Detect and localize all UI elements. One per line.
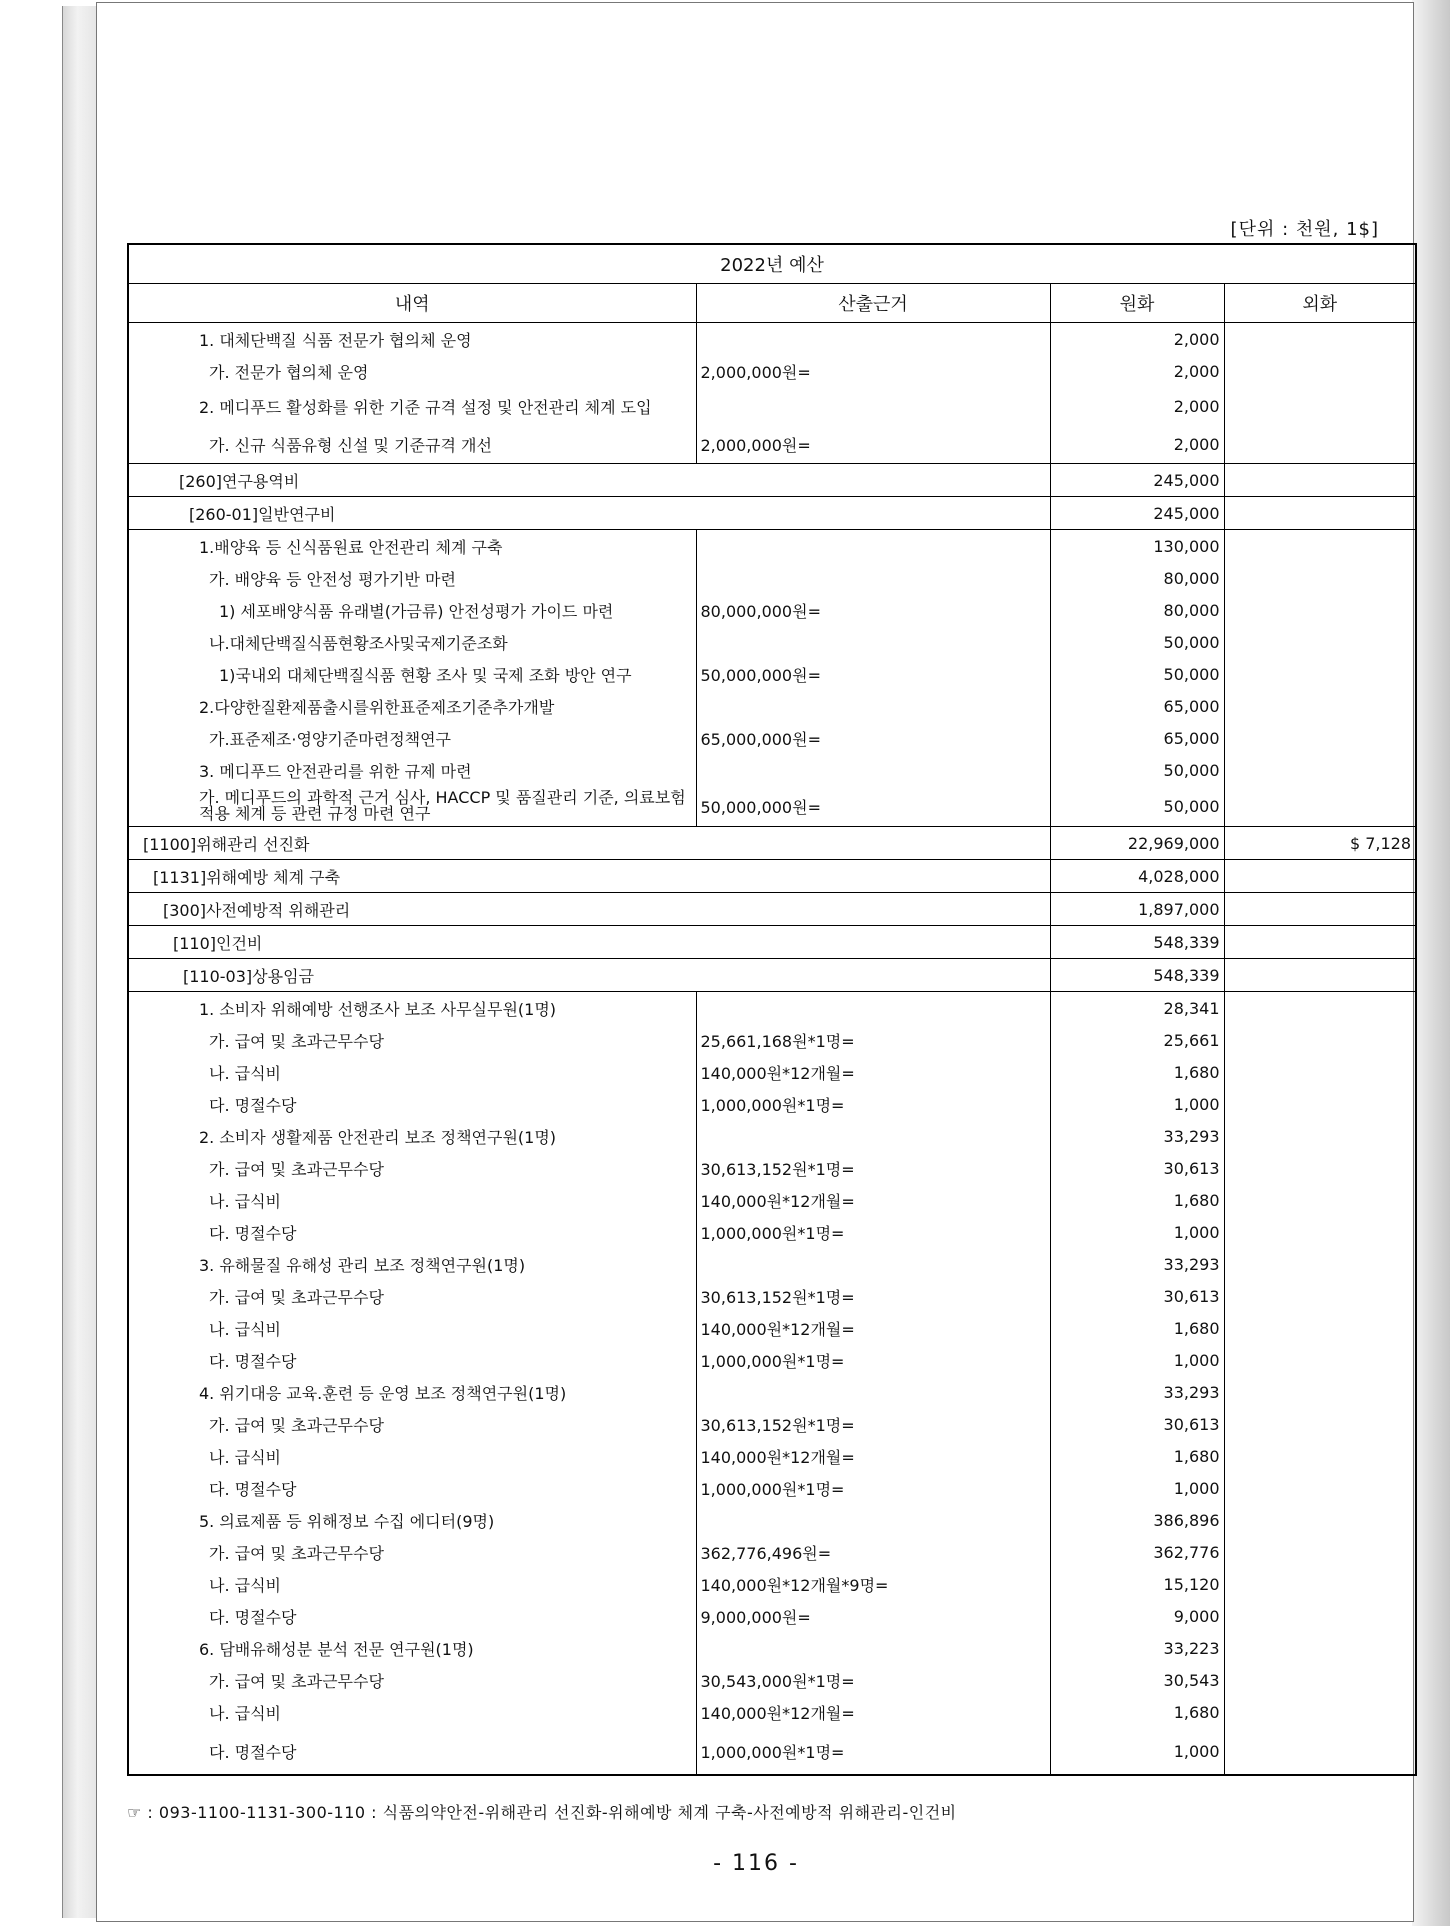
row-basis: 2,000,000원= (696, 425, 1050, 464)
table-row (128, 1280, 1416, 1312)
row-basis (696, 562, 1050, 594)
row-krw: 1,680 (1050, 1440, 1224, 1472)
table-row (128, 355, 1416, 387)
row-fx (1224, 1632, 1416, 1664)
table-row (128, 1568, 1416, 1600)
row-item: 나. 급식비 (128, 1312, 696, 1344)
table-title: 2022년 예산 (128, 244, 1416, 284)
table-row (128, 722, 1416, 754)
row-fx (1224, 1408, 1416, 1440)
table-row (128, 1440, 1416, 1472)
row-basis: 30,613,152원*1명= (696, 1152, 1050, 1184)
row-krw: 1,680 (1050, 1696, 1224, 1728)
table-row (128, 1536, 1416, 1568)
row-item: [110]인건비 (128, 926, 1050, 959)
table-row (128, 1024, 1416, 1056)
row-fx (1224, 860, 1416, 893)
row-item: 다. 명절수당 (128, 1600, 696, 1632)
table-row (128, 323, 1416, 356)
row-fx (1224, 1120, 1416, 1152)
row-item: 1. 대체단백질 식품 전문가 협의체 운영 (128, 323, 696, 356)
table-row (128, 827, 1416, 860)
row-fx (1224, 1440, 1416, 1472)
row-basis: 65,000,000원= (696, 722, 1050, 754)
row-fx (1224, 786, 1416, 827)
row-fx (1224, 1504, 1416, 1536)
header-item: 내역 (128, 284, 696, 323)
row-item: 2. 소비자 생활제품 안전관리 보조 정책연구원(1명) (128, 1120, 696, 1152)
row-krw: 245,000 (1050, 464, 1224, 497)
row-item: [260-01]일반연구비 (128, 497, 1050, 530)
table-row (128, 1664, 1416, 1696)
row-fx (1224, 562, 1416, 594)
row-basis (696, 387, 1050, 425)
table-row (128, 1504, 1416, 1536)
footnote: ☞ : 093-1100-1131-300-110 : 식품의약안전-위해관리 선진화-위해예방 체계 구축-사전예방적 위해관리-인건비 (127, 1803, 957, 1822)
row-basis: 362,776,496원= (696, 1536, 1050, 1568)
row-item: [260]연구용역비 (128, 464, 1050, 497)
row-fx (1224, 355, 1416, 387)
row-basis: 140,000원*12개월= (696, 1056, 1050, 1088)
table-body (128, 323, 1416, 1776)
table-row (128, 1312, 1416, 1344)
table-row (128, 1408, 1416, 1440)
row-basis: 2,000,000원= (696, 355, 1050, 387)
row-krw: 22,969,000 (1050, 827, 1224, 860)
row-krw: 30,543 (1050, 1664, 1224, 1696)
row-fx (1224, 754, 1416, 786)
row-fx (1224, 722, 1416, 754)
row-item: 가. 급여 및 초과근무수당 (128, 1280, 696, 1312)
row-krw: 1,680 (1050, 1312, 1224, 1344)
row-krw: 2,000 (1050, 355, 1224, 387)
row-basis (696, 1248, 1050, 1280)
row-krw: 33,223 (1050, 1632, 1224, 1664)
row-krw: 15,120 (1050, 1568, 1224, 1600)
row-basis: 25,661,168원*1명= (696, 1024, 1050, 1056)
row-item: [1131]위해예방 체계 구축 (128, 860, 1050, 893)
row-item: 다. 명절수당 (128, 1728, 696, 1775)
table-row (128, 387, 1416, 425)
row-krw: 1,000 (1050, 1728, 1224, 1775)
table-row (128, 1472, 1416, 1504)
page-right-edge (1412, 0, 1450, 1926)
table-row (128, 786, 1416, 827)
row-fx (1224, 530, 1416, 563)
table-row (128, 1344, 1416, 1376)
row-item: 1) 세포배양식품 유래별(가금류) 안전성평가 가이드 마련 (128, 594, 696, 626)
row-fx (1224, 992, 1416, 1025)
row-basis: 140,000원*12개월= (696, 1312, 1050, 1344)
row-krw: 33,293 (1050, 1248, 1224, 1280)
header-fx: 외화 (1224, 284, 1416, 323)
table-row (128, 1088, 1416, 1120)
row-krw: 30,613 (1050, 1152, 1224, 1184)
table-row (128, 1632, 1416, 1664)
page-number: - 116 - (713, 1851, 799, 1876)
row-krw: 1,680 (1050, 1184, 1224, 1216)
table-row (128, 1376, 1416, 1408)
row-fx (1224, 1472, 1416, 1504)
row-item: [110-03]상용임금 (128, 959, 1050, 992)
header-basis: 산출근거 (696, 284, 1050, 323)
row-krw: 30,613 (1050, 1280, 1224, 1312)
row-krw: 245,000 (1050, 497, 1224, 530)
row-basis (696, 323, 1050, 356)
row-krw: 4,028,000 (1050, 860, 1224, 893)
row-krw: 130,000 (1050, 530, 1224, 563)
row-krw: 2,000 (1050, 387, 1224, 425)
row-item: 다. 명절수당 (128, 1216, 696, 1248)
row-krw: 1,000 (1050, 1344, 1224, 1376)
table-row (128, 860, 1416, 893)
row-fx: $ 7,128 (1224, 827, 1416, 860)
row-krw: 386,896 (1050, 1504, 1224, 1536)
row-fx (1224, 1664, 1416, 1696)
table-row (128, 1600, 1416, 1632)
row-item: 가. 배양육 등 안전성 평가기반 마련 (128, 562, 696, 594)
row-fx (1224, 1600, 1416, 1632)
row-fx (1224, 1568, 1416, 1600)
row-basis: 50,000,000원= (696, 658, 1050, 690)
row-basis: 1,000,000원*1명= (696, 1728, 1050, 1775)
row-fx (1224, 658, 1416, 690)
row-basis: 80,000,000원= (696, 594, 1050, 626)
row-fx (1224, 1056, 1416, 1088)
unit-label: [단위 : 천원, 1$] (1230, 219, 1379, 240)
row-item: 가. 급여 및 초과근무수당 (128, 1536, 696, 1568)
row-fx (1224, 1376, 1416, 1408)
row-fx (1224, 1152, 1416, 1184)
table-row (128, 926, 1416, 959)
row-fx (1224, 464, 1416, 497)
row-fx (1224, 1248, 1416, 1280)
row-item: 5. 의료제품 등 위해정보 수집 에디터(9명) (128, 1504, 696, 1536)
row-basis: 140,000원*12개월= (696, 1696, 1050, 1728)
row-fx (1224, 1696, 1416, 1728)
table-row (128, 959, 1416, 992)
row-basis: 30,613,152원*1명= (696, 1280, 1050, 1312)
table-row (128, 530, 1416, 563)
row-fx (1224, 690, 1416, 722)
document-page (96, 2, 1414, 1922)
row-krw: 80,000 (1050, 594, 1224, 626)
row-fx (1224, 497, 1416, 530)
table-row (128, 1728, 1416, 1775)
row-krw: 33,293 (1050, 1120, 1224, 1152)
row-krw: 65,000 (1050, 722, 1224, 754)
row-fx (1224, 425, 1416, 464)
header-krw: 원화 (1050, 284, 1224, 323)
table-row (128, 1152, 1416, 1184)
row-basis (696, 626, 1050, 658)
table-row (128, 1696, 1416, 1728)
row-item: 나. 급식비 (128, 1568, 696, 1600)
row-item: 가. 신규 식품유형 신설 및 기준규격 개선 (128, 425, 696, 464)
table-row (128, 992, 1416, 1025)
row-fx (1224, 1728, 1416, 1775)
row-krw: 50,000 (1050, 626, 1224, 658)
row-fx (1224, 926, 1416, 959)
row-krw: 548,339 (1050, 959, 1224, 992)
row-krw: 28,341 (1050, 992, 1224, 1025)
row-krw: 1,897,000 (1050, 893, 1224, 926)
table-row (128, 1056, 1416, 1088)
row-item: 1.배양육 등 신식품원료 안전관리 체계 구축 (128, 530, 696, 563)
row-item: 나. 급식비 (128, 1696, 696, 1728)
table-row (128, 425, 1416, 464)
row-fx (1224, 323, 1416, 356)
row-item: 나.대체단백질식품현황조사및국제기준조화 (128, 626, 696, 658)
row-item: 가. 급여 및 초과근무수당 (128, 1152, 696, 1184)
table-row (128, 464, 1416, 497)
row-fx (1224, 387, 1416, 425)
row-basis (696, 690, 1050, 722)
row-item: 4. 위기대응 교육.훈련 등 운영 보조 정책연구원(1명) (128, 1376, 696, 1408)
table-row (128, 1184, 1416, 1216)
row-krw: 362,776 (1050, 1536, 1224, 1568)
row-basis: 140,000원*12개월*9명= (696, 1568, 1050, 1600)
row-item: 2. 메디푸드 활성화를 위한 기준 규격 설정 및 안전관리 체계 도입 (128, 387, 696, 425)
row-krw: 65,000 (1050, 690, 1224, 722)
row-fx (1224, 893, 1416, 926)
row-krw: 1,000 (1050, 1088, 1224, 1120)
table-row (128, 754, 1416, 786)
table-row (128, 594, 1416, 626)
row-item: 나. 급식비 (128, 1440, 696, 1472)
row-item: 가. 급여 및 초과근무수당 (128, 1024, 696, 1056)
table-row (128, 626, 1416, 658)
page-left-edge (62, 6, 99, 1918)
row-item: 1)국내외 대체단백질식품 현황 조사 및 국제 조화 방안 연구 (128, 658, 696, 690)
row-krw: 9,000 (1050, 1600, 1224, 1632)
row-fx (1224, 626, 1416, 658)
row-item: 나. 급식비 (128, 1184, 696, 1216)
row-fx (1224, 1088, 1416, 1120)
row-item: 가. 급여 및 초과근무수당 (128, 1408, 696, 1440)
table-row (128, 690, 1416, 722)
row-basis (696, 530, 1050, 563)
row-fx (1224, 1312, 1416, 1344)
row-fx (1224, 1024, 1416, 1056)
row-krw: 50,000 (1050, 658, 1224, 690)
row-basis (696, 1504, 1050, 1536)
row-item: [300]사전예방적 위해관리 (128, 893, 1050, 926)
table-row (128, 562, 1416, 594)
table-row (128, 893, 1416, 926)
row-item: 가. 전문가 협의체 운영 (128, 355, 696, 387)
table-row (128, 1248, 1416, 1280)
row-fx (1224, 1280, 1416, 1312)
row-krw: 1,000 (1050, 1216, 1224, 1248)
row-item: 다. 명절수당 (128, 1344, 696, 1376)
budget-table (127, 243, 1417, 1776)
row-basis: 30,613,152원*1명= (696, 1408, 1050, 1440)
row-item: 가. 메디푸드의 과학적 근거 심사, HACCP 및 품질관리 기준, 의료보험 적용 체계 등 관련 규정 마련 연구 (128, 786, 696, 827)
row-krw: 33,293 (1050, 1376, 1224, 1408)
row-krw: 30,613 (1050, 1408, 1224, 1440)
row-item: 6. 담배유해성분 분석 전문 연구원(1명) (128, 1632, 696, 1664)
row-fx (1224, 1184, 1416, 1216)
row-basis: 140,000원*12개월= (696, 1184, 1050, 1216)
row-basis: 9,000,000원= (696, 1600, 1050, 1632)
row-basis (696, 754, 1050, 786)
row-basis: 140,000원*12개월= (696, 1440, 1050, 1472)
row-basis: 50,000,000원= (696, 786, 1050, 827)
row-basis (696, 1376, 1050, 1408)
row-fx (1224, 594, 1416, 626)
table-row (128, 1120, 1416, 1152)
row-krw: 50,000 (1050, 754, 1224, 786)
row-fx (1224, 1536, 1416, 1568)
row-item: 나. 급식비 (128, 1056, 696, 1088)
row-item: 3. 메디푸드 안전관리를 위한 규제 마련 (128, 754, 696, 786)
row-krw: 2,000 (1050, 425, 1224, 464)
row-fx (1224, 959, 1416, 992)
row-krw: 1,680 (1050, 1056, 1224, 1088)
row-fx (1224, 1216, 1416, 1248)
row-basis: 1,000,000원*1명= (696, 1216, 1050, 1248)
row-krw: 1,000 (1050, 1472, 1224, 1504)
row-krw: 25,661 (1050, 1024, 1224, 1056)
row-item: 3. 유해물질 유해성 관리 보조 정책연구원(1명) (128, 1248, 696, 1280)
row-basis: 1,000,000원*1명= (696, 1344, 1050, 1376)
row-item: 2.다양한질환제품출시를위한표준제조기준추가개발 (128, 690, 696, 722)
row-basis (696, 1120, 1050, 1152)
row-item: 1. 소비자 위해예방 선행조사 보조 사무실무원(1명) (128, 992, 696, 1025)
row-basis: 1,000,000원*1명= (696, 1088, 1050, 1120)
row-basis: 30,543,000원*1명= (696, 1664, 1050, 1696)
row-krw: 2,000 (1050, 323, 1224, 356)
row-item: 가. 급여 및 초과근무수당 (128, 1664, 696, 1696)
row-basis (696, 1632, 1050, 1664)
row-item: 다. 명절수당 (128, 1088, 696, 1120)
table-row (128, 1216, 1416, 1248)
row-krw: 50,000 (1050, 786, 1224, 827)
table-row (128, 497, 1416, 530)
row-fx (1224, 1344, 1416, 1376)
row-item: 다. 명절수당 (128, 1472, 696, 1504)
row-item: [1100]위해관리 선진화 (128, 827, 1050, 860)
row-item: 가.표준제조·영양기준마련정책연구 (128, 722, 696, 754)
row-krw: 548,339 (1050, 926, 1224, 959)
row-basis: 1,000,000원*1명= (696, 1472, 1050, 1504)
table-row (128, 658, 1416, 690)
row-basis (696, 992, 1050, 1025)
row-krw: 80,000 (1050, 562, 1224, 594)
